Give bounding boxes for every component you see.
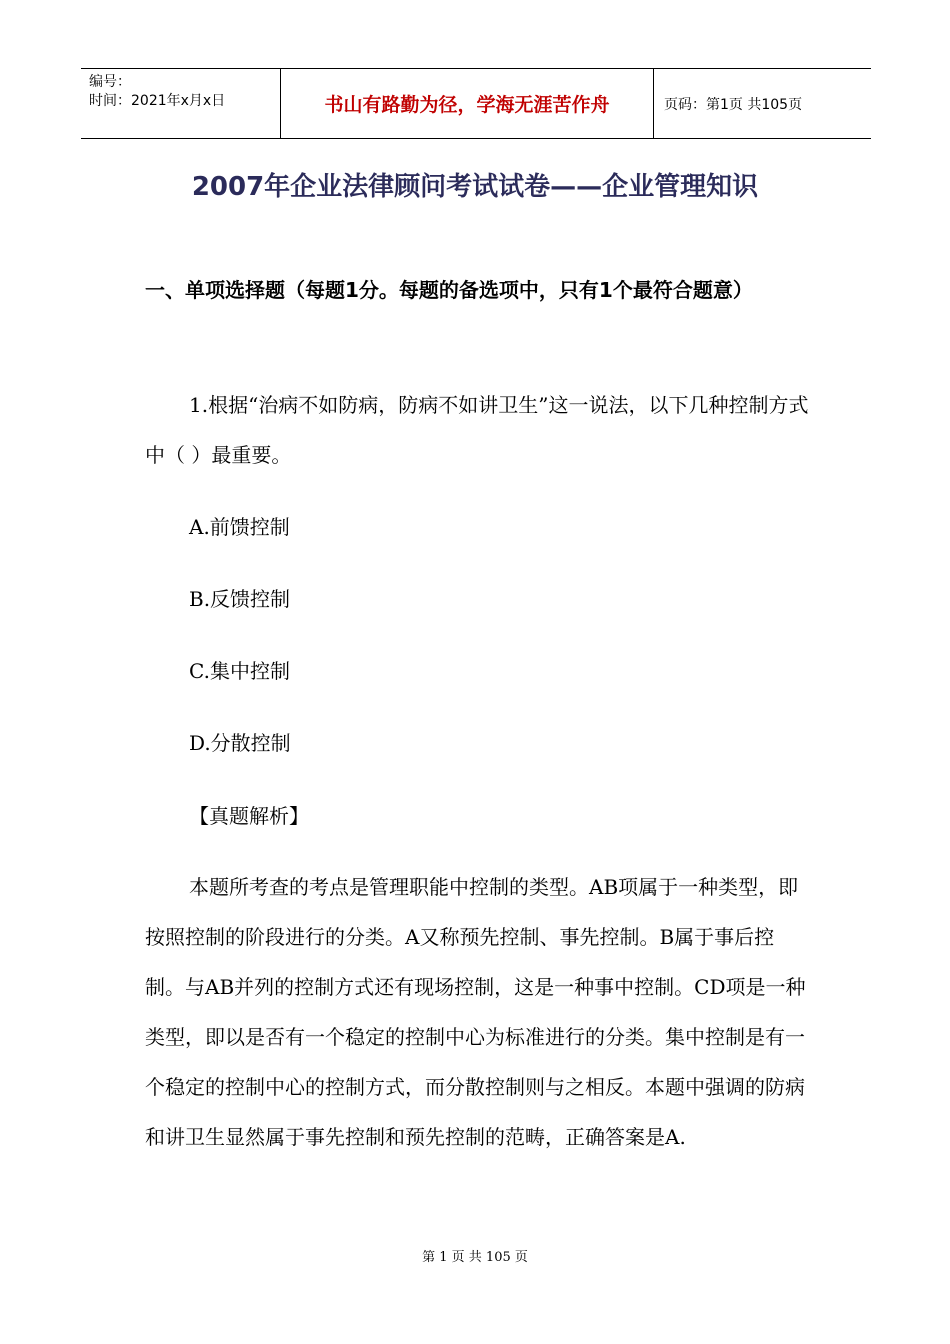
option-b: B.反馈控制 bbox=[189, 587, 291, 611]
header-motto: 书山有路勤为径，学海无涯苦作舟 bbox=[281, 69, 654, 138]
question-text: 1.根据“治病不如防病，防病不如讲卫生”这一说法，以下几种控制方式中（ ）最重要。 bbox=[145, 393, 809, 467]
date-label: 时间：2021年x月x日 bbox=[89, 93, 226, 109]
header-meta bbox=[81, 69, 281, 138]
option-a: A.前馈控制 bbox=[189, 515, 290, 539]
header-page-info: 页码：第1页 共105页 bbox=[664, 96, 803, 113]
code-label: 编号： bbox=[89, 74, 131, 90]
analysis-text: 本题所考查的考点是管理职能中控制的类型。AB项属于一种类型，即按照控制的阶段进行的分类。A又称预先控制、事先控制。B属于事后控制。与AB并列的控制方式还有现场控制，这是一种事中控制。CD项是一种类型，即以是否有一个稳定的控制中心为标准进行的分类。集中控制是有一个稳定的控制中心的控制方式，而分散控制则与之相反。本题中强调的防病和讲卫生显然属于事先控制和预先控制的范畴，正确答案是A. bbox=[145, 875, 806, 1149]
option-d: D.分散控制 bbox=[189, 731, 291, 755]
analysis-label: 【真题解析】 bbox=[189, 804, 309, 828]
page-footer: 第 1 页 共 105 页 bbox=[422, 1250, 528, 1265]
option-c: C.集中控制 bbox=[189, 659, 290, 683]
document-title: 2007年企业法律顾问考试试卷——企业管理知识 bbox=[191, 172, 759, 202]
page-header bbox=[81, 68, 871, 139]
section-heading: 一、单项选择题（每题1分。每题的备选项中，只有1个最符合题意） bbox=[145, 278, 753, 302]
